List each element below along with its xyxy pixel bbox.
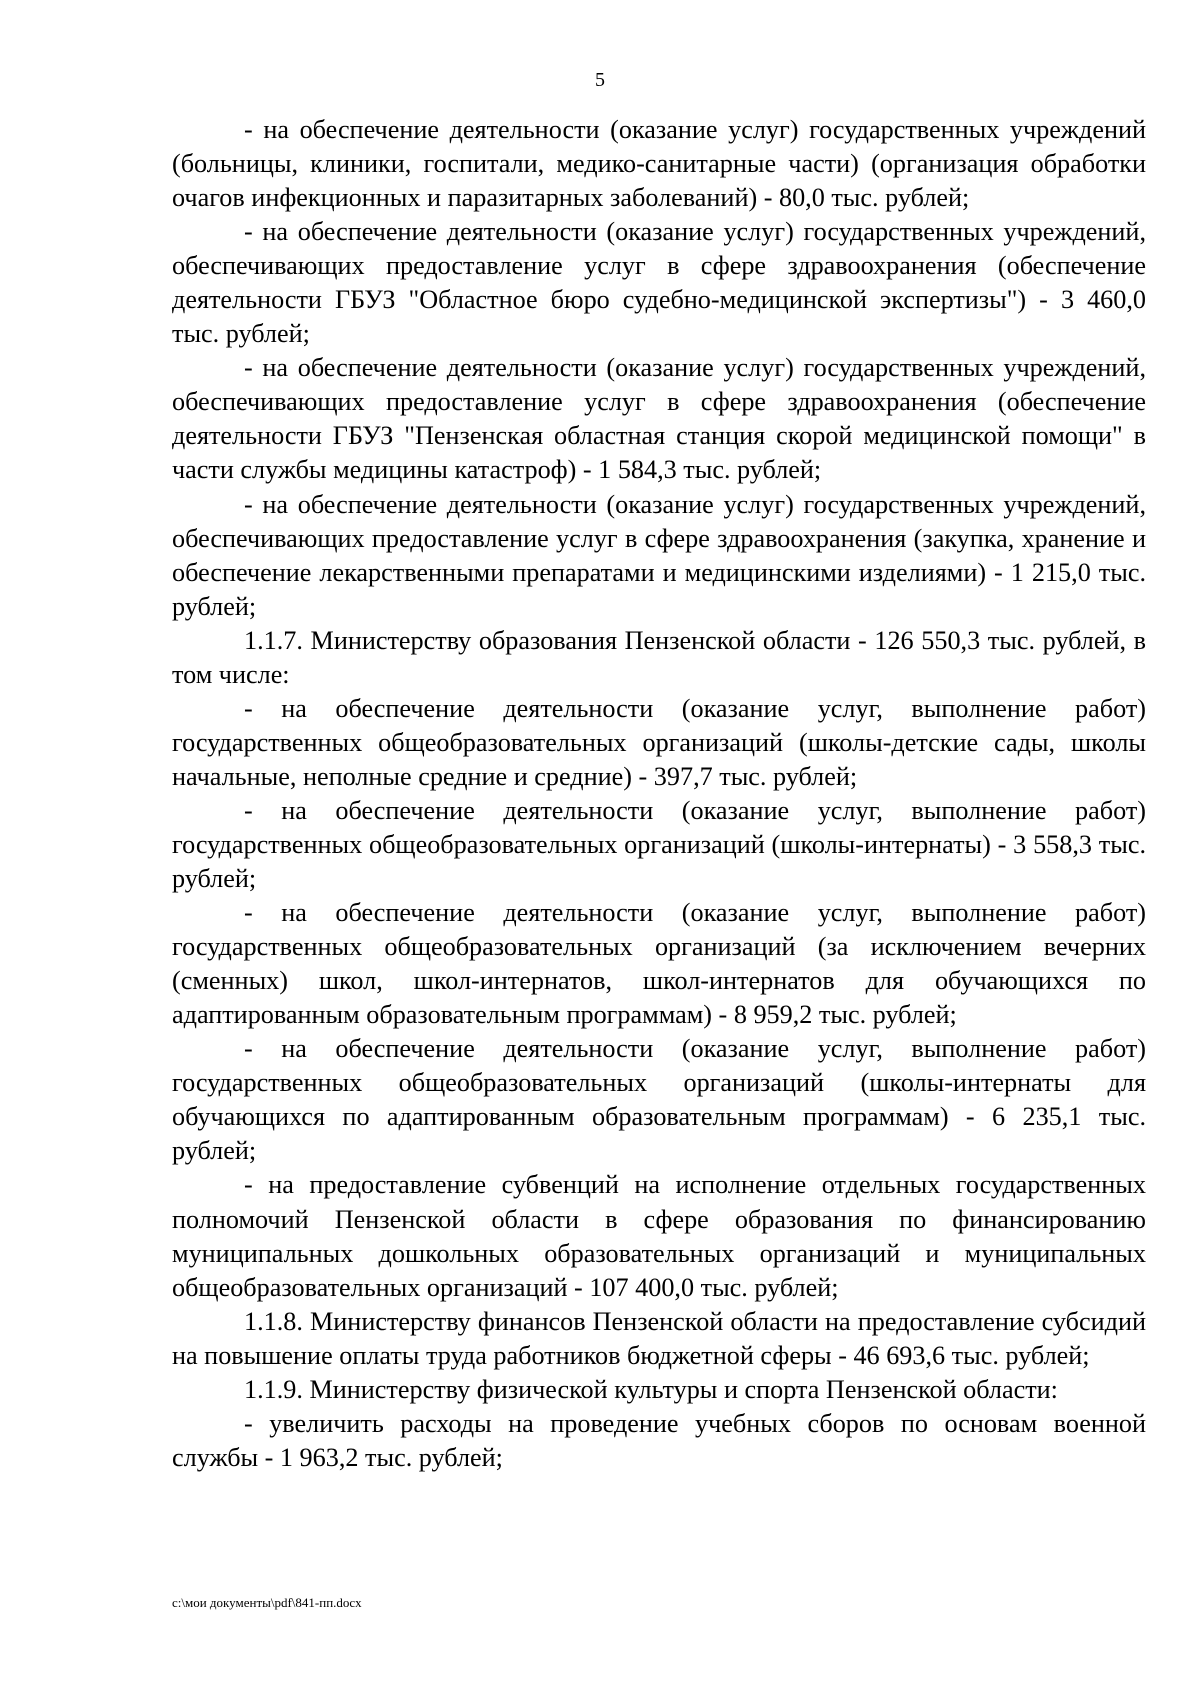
paragraph-8: - на обеспечение деятельности (оказание услуг, выполнение работ) государственных общеобразовательных организаций (за исключением вечерних (сменных) школ, школ-интернатов, школ-интернатов для обучающихся по адаптированным образовательным программам) - 8 959,2 тыс. рублей;	[172, 898, 1146, 1030]
paragraph-1: - на обеспечение деятельности (оказание услуг) государственных учреждений (больницы, клиники, госпитали, медико-санитарные части) (организация обработки очагов инфекционных и паразитарных заболеваний) - 80,0 тыс. рублей;	[172, 115, 1146, 213]
paragraph-2: - на обеспечение деятельности (оказание услуг) государственных учреждений, обеспечивающих предоставление услуг в сфере здравоохранения (обеспечение деятельности ГБУЗ "Областное бюро судебно-медицинской экспертизы") - 3 460,0 тыс. рублей;	[172, 217, 1146, 349]
paragraph-6: - на обеспечение деятельности (оказание услуг, выполнение работ) государственных общеобразовательных организаций (школы-детские сады, школы начальные, неполные средние и средние) - 397,7 тыс. рублей;	[172, 693, 1146, 791]
paragraph-13: - увеличить расходы на проведение учебных сборов по основам военной службы - 1 963,2 тыс. рублей;	[172, 1408, 1146, 1472]
document-body	[172, 113, 1146, 1475]
paragraph-10: - на предоставление субвенций на исполнение отдельных государственных полномочий Пензенской области в сфере образования по финансированию муниципальных дошкольных образовательных организаций и муниципальных общеобразовательных организаций - 107 400,0 тыс. рублей;	[172, 1170, 1146, 1302]
paragraph-7: - на обеспечение деятельности (оказание услуг, выполнение работ) государственных общеобразовательных организаций (школы-интернаты) - 3 558,3 тыс. рублей;	[172, 795, 1146, 894]
paragraph-5: 1.1.7. Министерству образования Пензенской области - 126 550,3 тыс. рублей, в том числе:	[172, 625, 1146, 689]
page-number: 5	[595, 69, 605, 91]
paragraph-12: 1.1.9. Министерству физической культуры и спорта Пензенской области:	[244, 1374, 1058, 1404]
paragraph-3: - на обеспечение деятельности (оказание услуг) государственных учреждений, обеспечивающих предоставление услуг в сфере здравоохранения (обеспечение деятельности ГБУЗ "Пензенская областная станция скорой медицинской помощи" в части службы медицины катастроф) - 1 584,3 тыс. рублей;	[172, 353, 1146, 485]
paragraph-11: 1.1.8. Министерству финансов Пензенской области на предоставление субсидий на повышение оплаты труда работников бюджетной сферы - 46 693,6 тыс. рублей;	[172, 1306, 1146, 1370]
paragraph-9: - на обеспечение деятельности (оказание услуг, выполнение работ) государственных общеобразовательных организаций (школы-интернаты для обучающихся по адаптированным образовательным программам) - 6 235,1 тыс. рублей;	[172, 1034, 1146, 1166]
footer-file-path: c:\мои документы\pdf\841-пп.docx	[172, 1595, 362, 1610]
paragraph-4: - на обеспечение деятельности (оказание услуг) государственных учреждений, обеспечивающих предоставление услуг в сфере здравоохранения (закупка, хранение и обеспечение лекарственными препаратами и медицинскими изделиями) - 1 215,0 тыс. рублей;	[172, 489, 1146, 621]
